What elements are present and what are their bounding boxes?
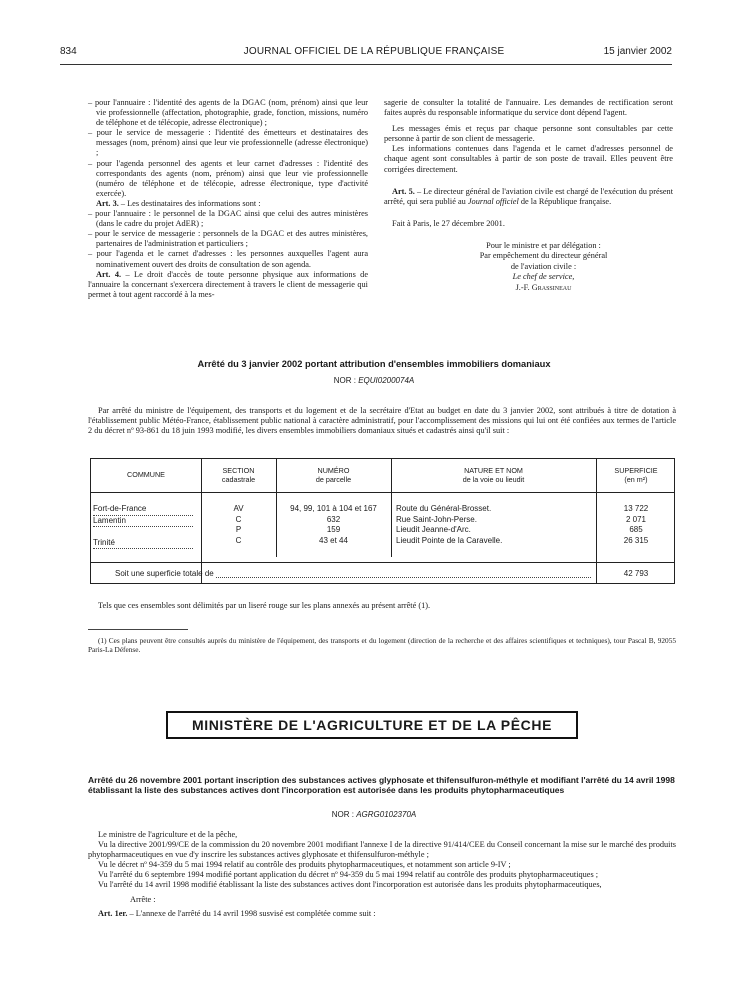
cell-commune: Fort-de-France <box>93 504 193 516</box>
article-5-label: Art. 5. <box>392 186 415 196</box>
arrete-1-intro: Par arrêté du ministre de l'équipement, des transports et du logement et de la secrétaire d'Etat au budget en date du 3 janvier 2002, sont attribués à titre de dotation à l'établissement public Météo-France, établissement public national à caractère administratif, pour l'accomplissement des missions qui lui ont été confiées aux termes de l'article 2 du décret nº 93-861 du 18 juin 1993 modifié, les divers ensembles immobiliers domaniaux situés et cadastrés ainsi qu'il suit : <box>88 406 676 436</box>
cell-commune: Lamentin <box>93 516 193 528</box>
list-item: – pour l'annuaire : le personnel de la DGAC ainsi que celui des autres ministères (dans le cadre du projet AdER) ; <box>88 209 368 229</box>
cell-section: AV <box>233 504 244 513</box>
nor-code: AGRG0102370A <box>356 810 417 819</box>
cell-numero: 159 <box>326 525 341 534</box>
cell-superficie: 13 722 <box>623 504 649 513</box>
signature-line: Le chef de service, <box>512 272 575 282</box>
article-4-label: Art. 4. <box>96 269 122 279</box>
arrete-2-nor: NOR : AGRG0102370A <box>331 810 417 819</box>
total-value: 42 793 <box>623 569 649 578</box>
ministry-title: MINISTÈRE DE L'AGRICULTURE ET DE LA PÊCHE <box>191 717 553 733</box>
list-item: – pour le service de messagerie : l'identité des émetteurs et destinataires des messages (nom, prénom) ainsi que leur vie professionnelle (adresse électronique) ; <box>88 128 368 158</box>
signature-block <box>384 241 673 293</box>
article-3-text: – Les destinataires des informations sont : <box>118 198 261 208</box>
done-at: Fait à Paris, le 27 décembre 2001. <box>392 218 505 228</box>
signature-line: de l'aviation civile : <box>510 261 577 271</box>
list-item: – pour le service de messagerie : personnels de la DGAC et des autres ministères, partenaires de l'administration et particuliers ; <box>88 229 368 249</box>
arrete-1-nor: NOR : EQUI0200074A <box>333 376 415 385</box>
article-3-heading <box>88 199 368 209</box>
col-header-commune: COMMUNE <box>127 470 165 479</box>
footnote: (1) Ces plans peuvent être consultés auprès du ministère de l'équipement, des transports et du logement (direction de la recherche et des affaires scientifiques et techniques), tour Pascal B, 92055 Paris-La Défense. <box>88 636 676 655</box>
cell-numero: 43 et 44 <box>319 535 348 545</box>
total-label: Soit une superficie totale de <box>115 569 214 578</box>
table-row <box>93 504 193 549</box>
total-leader <box>216 569 591 578</box>
table-header-rule <box>91 492 674 493</box>
article-1-text: – L'annexe de l'arrêté du 14 avril 1998 susvisé est complétée comme suit : <box>127 909 376 919</box>
journal-officiel-ref: Journal officiel <box>467 196 519 206</box>
cell-nature: Route du Général-Brosset. <box>396 504 492 513</box>
cell-nature: Rue Saint-John-Perse. <box>396 514 477 524</box>
paragraph: Les informations contenues dans l'agenda et le carnet d'adresses personnel de chaque agent sont consultables à partir de son poste de travail. Elles peuvent être corrigées directement. <box>384 144 673 174</box>
signature-line: Par empêchement du directeur général <box>479 251 608 261</box>
article-1-label: Art. 1er. <box>98 909 128 919</box>
cell-section: C <box>235 535 242 545</box>
list-item: – pour l'agenda personnel des agents et leur carnet d'adresses : l'identité des correspondants des agents (nom, prénom) ainsi que leur vie professionnelle (numéro de téléphone et de télécopie, adresse électronique, type d'activité exercée). <box>88 158 368 198</box>
nature-column <box>396 504 594 546</box>
cell-numero: 94, 99, 101 à 104 et 167 <box>290 504 377 513</box>
paragraph: Vu l'arrêté du 6 septembre 1994 modifié portant application du décret nº 94-359 du 5 mai 1994 relatif au contrôle des produits phytopharmaceutiques ; <box>98 869 599 879</box>
paragraph: Le ministre de l'agriculture et de la pêche, <box>98 830 238 839</box>
cell-numero: 632 <box>326 514 341 524</box>
signatory: J.-F. Grassineau <box>515 282 572 292</box>
left-column <box>88 98 368 300</box>
nor-code: EQUI0200074A <box>358 376 415 385</box>
cell-section: C <box>235 514 242 524</box>
cell-superficie: 685 <box>629 525 643 534</box>
paragraph: Vu la directive 2001/99/CE de la commission du 20 novembre 2001 modifiant l'annexe I de la directive 91/414/CEE du Conseil concernant la mise sur le marché des produits phytopharmaceutiques en vue d'y inscrire les substances actives glyphosate et thifensulfuron-méthyle ; <box>88 839 676 859</box>
header-rule <box>60 64 672 65</box>
right-column <box>384 98 673 293</box>
cell-nature: Lieudit Pointe de la Caravelle. <box>396 535 503 545</box>
signature-line: Pour le ministre et par délégation : <box>486 240 601 250</box>
superficie-column <box>596 504 676 546</box>
arrete-1-conclusion: Tels que ces ensembles sont délimités par un liseré rouge sur les plans annexés au présent arrêté (1). <box>98 601 431 610</box>
cell-section: P <box>235 525 242 534</box>
section-column <box>201 504 276 546</box>
paragraph: Vu le décret nº 94-359 du 5 mai 1994 relatif au contrôle des produits phytopharmaceutiques, et notamment son article 9-IV ; <box>98 859 511 869</box>
arrete-2-title: Arrêté du 26 novembre 2001 portant inscription des substances actives glyphosate et thifensulfuron-méthyle et modifiant l'arrêté du 14 avril 1998 établissant la liste des substances actives dont l'incorporation est autorisée dans les produits phytopharmaceutiques <box>88 775 675 796</box>
list-item: – pour l'annuaire : l'identité des agents de la DGAC (nom, prénom) ainsi que leur vie professionnelle (affectation, photographie, grade, fonction, missions, numéro de téléphone et de télécopie, adresse électronique) ; <box>88 98 368 128</box>
col-header-superficie: SUPERFICIE (en m²) <box>614 466 658 484</box>
ministry-banner <box>166 711 578 739</box>
arrete-label: Arrête : <box>130 895 156 905</box>
table-total-rule <box>91 562 674 563</box>
arrete-1-title: Arrêté du 3 janvier 2002 portant attribution d'ensembles immobiliers domaniaux <box>197 359 551 369</box>
list-item: – pour l'agenda et le carnet d'adresses : les personnes auxquelles l'agent aura nominativement ouvert des droits de consultation de son agenda. <box>88 249 368 269</box>
footnote-rule <box>88 629 188 630</box>
col-header-numero: NUMÉRO de parcelle <box>315 466 352 484</box>
cell-superficie: 26 315 <box>623 535 649 545</box>
paragraph: Vu l'arrêté du 14 avril 1998 modifié établissant la liste des substances actives dont l'incorporation est autorisée dans les produits phytopharmaceutiques, <box>98 879 602 889</box>
col-header-section: SECTION cadastrale <box>221 466 256 484</box>
cell-superficie: 2 071 <box>625 514 647 524</box>
total-row <box>115 569 591 580</box>
paragraph: sagerie de consulter la totalité de l'annuaire. Les demandes de rectification seront faites auprès du responsable informatique du service dont dépend l'agent. <box>384 98 673 118</box>
issue-date: 15 janvier 2002 <box>603 46 672 57</box>
article-4-text: – Le droit d'accès de toute personne physique aux informations de l'annuaire la concernant s'exercera directement à travers le client de messagerie qui permet à tout agent raccordé à la mes- <box>88 269 369 299</box>
article-4 <box>88 270 368 300</box>
col-header-nature: NATURE ET NOM de la voie ou lieudit <box>462 466 525 484</box>
article-3-label: Art. 3. <box>96 198 119 208</box>
cell-nature: Lieudit Jeanne-d'Arc. <box>396 525 471 534</box>
cell-commune: Trinité <box>93 538 193 550</box>
article-5: Art. 5. – Le directeur général de l'aviation civile est chargé de l'exécution du présent arrêté, qui sera publié au Journal officiel de la République française. <box>384 186 674 206</box>
journal-title: JOURNAL OFFICIEL DE LA RÉPUBLIQUE FRANÇAISE <box>243 46 505 57</box>
article-1 <box>88 909 676 919</box>
arrete-2-body <box>88 830 676 919</box>
page-number: 834 <box>60 46 77 57</box>
parcel-table <box>90 458 675 584</box>
numero-column <box>276 504 391 546</box>
paragraph: Les messages émis et reçus par chaque personne sont consultables par cette personne à partir de son client de messagerie. <box>384 124 673 144</box>
